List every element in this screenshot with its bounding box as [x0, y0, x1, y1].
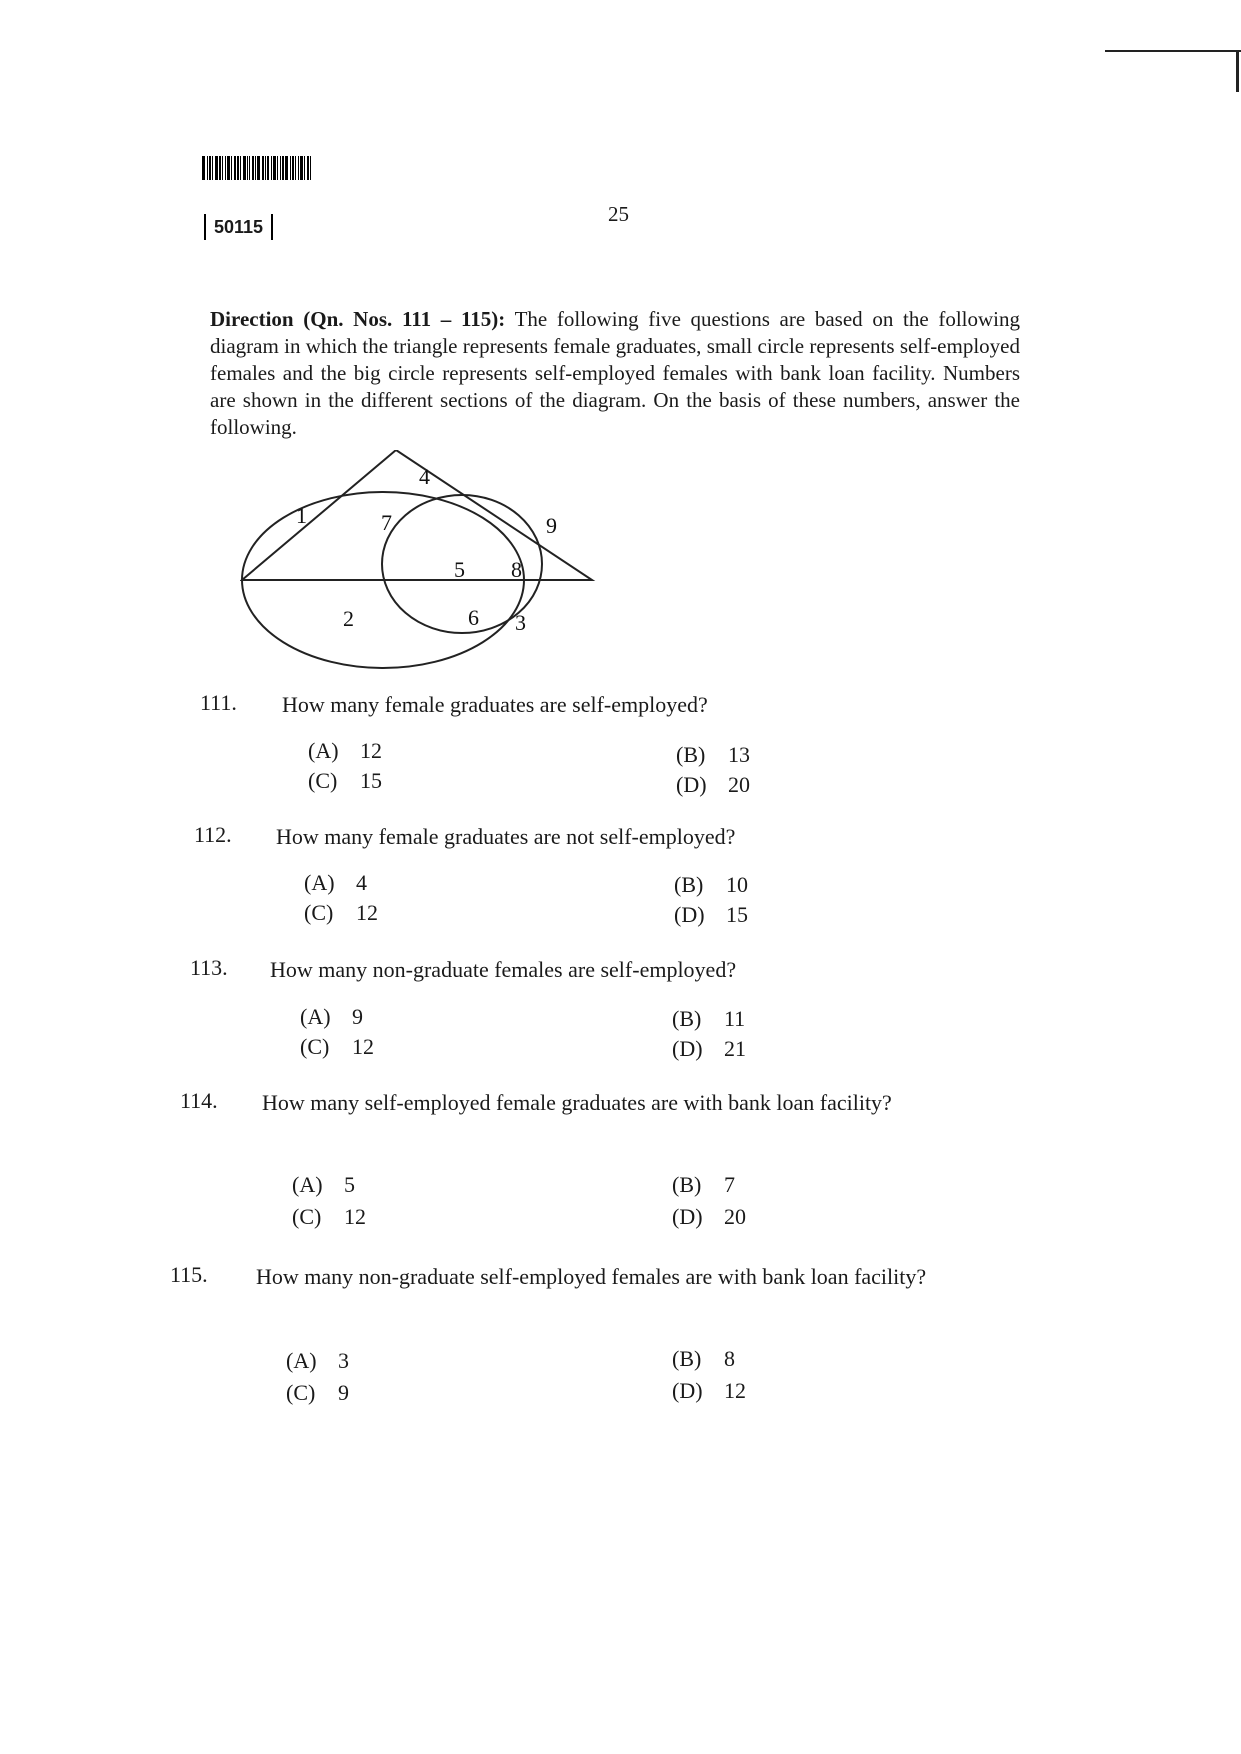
option-value: 7 — [724, 1172, 735, 1197]
triangle — [242, 450, 592, 580]
barcode-stripe — [262, 156, 264, 180]
barcode-stripe — [231, 156, 232, 180]
option-value: 5 — [344, 1172, 355, 1197]
barcode-stripe — [277, 156, 278, 180]
barcode-stripe — [271, 156, 272, 180]
barcode-stripe — [285, 156, 288, 180]
page-number: 25 — [608, 202, 629, 226]
barcode-stripe — [290, 156, 291, 180]
option-value: 4 — [356, 870, 367, 895]
region-label-3: 3 — [515, 610, 526, 635]
option-d[interactable] — [676, 772, 750, 798]
option-label: (D) — [674, 902, 705, 927]
option-label: (C) — [286, 1380, 316, 1405]
option-c[interactable] — [300, 1034, 374, 1060]
option-c[interactable] — [292, 1204, 366, 1230]
venn-diagram — [240, 450, 620, 685]
region-label-6: 6 — [468, 605, 479, 630]
barcode-stripe — [207, 156, 208, 180]
option-d[interactable] — [672, 1378, 746, 1404]
option-label: (C) — [304, 900, 334, 925]
barcode-stripe — [209, 156, 211, 180]
option-value: 20 — [728, 772, 750, 797]
option-label: (B) — [672, 1172, 702, 1197]
question-text: How many non-graduate self-employed females are with bank loan facility? — [256, 1264, 927, 1289]
barcode-stripe — [225, 156, 226, 180]
option-value: 11 — [724, 1006, 746, 1031]
option-value: 13 — [728, 742, 750, 767]
barcode-stripe — [300, 156, 303, 180]
option-b[interactable] — [674, 872, 748, 898]
barcode-stripe — [237, 156, 239, 180]
option-label: (B) — [676, 742, 706, 767]
option-c[interactable] — [286, 1380, 349, 1406]
option-value: 9 — [352, 1004, 363, 1029]
option-c[interactable] — [304, 900, 378, 926]
paper-code-box — [204, 214, 273, 240]
option-value: 8 — [724, 1346, 735, 1371]
option-label: (D) — [672, 1378, 703, 1403]
option-label: (A) — [308, 738, 339, 763]
barcode-stripe — [307, 156, 309, 180]
barcode-stripe — [298, 156, 299, 180]
option-label: (A) — [300, 1004, 331, 1029]
option-label: (D) — [676, 772, 707, 797]
option-value: 15 — [360, 768, 382, 793]
barcode-stripe — [252, 156, 254, 180]
question-111 — [200, 690, 1020, 726]
option-label: (A) — [304, 870, 335, 895]
barcode-stripe — [249, 156, 250, 180]
option-a[interactable] — [286, 1348, 349, 1374]
region-label-4: 4 — [419, 464, 430, 489]
barcode-stripe — [255, 156, 256, 180]
option-b[interactable] — [672, 1172, 735, 1198]
region-label-7: 7 — [381, 510, 392, 535]
paper-code: 50115 — [214, 216, 264, 237]
option-value: 12 — [356, 900, 378, 925]
option-b[interactable] — [672, 1346, 735, 1372]
option-c[interactable] — [308, 768, 382, 794]
option-a[interactable] — [292, 1172, 355, 1198]
option-label: (C) — [292, 1204, 322, 1229]
barcode-stripe — [310, 156, 311, 180]
option-b[interactable] — [676, 742, 750, 768]
barcode-stripe — [257, 156, 260, 180]
question-number: 115. — [170, 1262, 208, 1287]
barcode-stripe — [282, 156, 284, 180]
option-value: 9 — [338, 1380, 349, 1405]
barcode-stripe — [304, 156, 305, 180]
option-value: 12 — [724, 1378, 746, 1403]
barcode-stripe — [202, 156, 205, 180]
option-label: (D) — [672, 1204, 703, 1229]
option-label: (B) — [674, 872, 704, 897]
question-number: 112. — [194, 822, 232, 847]
option-value: 20 — [724, 1204, 746, 1229]
barcode-stripe — [212, 156, 213, 180]
question-text: How many female graduates are not self-employed? — [276, 824, 736, 849]
barcode-stripe — [265, 156, 266, 180]
question-text: How many female graduates are self-employed? — [282, 692, 708, 717]
option-a[interactable] — [300, 1004, 363, 1030]
option-value: 15 — [726, 902, 748, 927]
option-label: (D) — [672, 1036, 703, 1061]
option-value: 12 — [360, 738, 382, 763]
barcode-stripe — [227, 156, 230, 180]
question-number: 111. — [200, 690, 237, 715]
option-value: 12 — [352, 1034, 374, 1059]
question-113 — [190, 955, 1020, 991]
option-label: (B) — [672, 1346, 702, 1371]
barcode-stripe — [247, 156, 248, 180]
barcode — [202, 156, 354, 180]
option-d[interactable] — [672, 1204, 746, 1230]
question-112 — [194, 822, 1020, 858]
option-value: 12 — [344, 1204, 366, 1229]
option-a[interactable] — [308, 738, 382, 764]
barcode-stripe — [219, 156, 221, 180]
question-text: How many self-employed female graduates are with bank loan facility? — [262, 1090, 892, 1115]
region-label-8: 8 — [511, 557, 522, 582]
question-text: How many non-graduate females are self-employed? — [270, 957, 737, 982]
direction-text: The following five questions are based on the following diagram in which the triangle represents female graduates, small circle represents self-employed females and the big circle represents self-employed females with bank loan facility. Numbers are shown in the different sections of the diagram. On the basis of these numbers, answer the following. — [210, 307, 1021, 439]
question-number: 113. — [190, 955, 228, 980]
option-label: (C) — [300, 1034, 330, 1059]
option-d[interactable] — [674, 902, 748, 928]
option-label: (C) — [308, 768, 338, 793]
option-a[interactable] — [304, 870, 367, 896]
region-label-9: 9 — [546, 513, 557, 538]
barcode-stripe — [295, 156, 296, 180]
code-left-bar — [204, 214, 206, 240]
barcode-stripe — [215, 156, 218, 180]
question-number: 114. — [180, 1088, 218, 1113]
corner-line — [1105, 50, 1241, 52]
barcode-stripe — [267, 156, 269, 180]
barcode-stripe — [243, 156, 246, 180]
option-label: (A) — [286, 1348, 317, 1373]
corner-tick — [1236, 50, 1239, 92]
option-value: 3 — [338, 1348, 349, 1373]
region-label-5: 5 — [454, 557, 465, 582]
option-label: (B) — [672, 1006, 702, 1031]
region-label-2: 2 — [343, 606, 354, 631]
barcode-stripe — [240, 156, 241, 180]
region-label-1: 1 — [296, 503, 307, 528]
option-label: (A) — [292, 1172, 323, 1197]
direction-label: Direction (Qn. Nos. 111 – 115): — [210, 307, 506, 331]
question-115 — [170, 1262, 1040, 1328]
option-d[interactable] — [672, 1036, 746, 1062]
barcode-stripe — [234, 156, 236, 180]
barcode-stripe — [222, 156, 223, 180]
option-value: 10 — [726, 872, 748, 897]
option-b[interactable] — [672, 1006, 745, 1032]
code-right-bar — [271, 214, 273, 240]
barcode-stripe — [280, 156, 281, 180]
option-value: 21 — [724, 1036, 746, 1061]
barcode-stripe — [292, 156, 294, 180]
direction-paragraph — [210, 306, 1020, 441]
question-114 — [180, 1088, 1035, 1154]
barcode-stripe — [273, 156, 276, 180]
